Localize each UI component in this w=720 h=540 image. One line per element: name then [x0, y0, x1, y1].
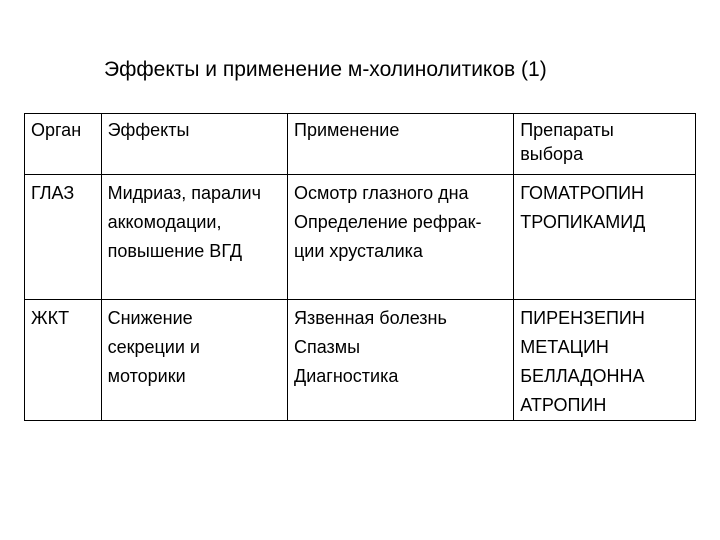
- drug-name: ТРОПИКАМИД: [520, 212, 646, 232]
- application-line: Определение рефрак-: [294, 212, 482, 232]
- drug-name: БЕЛЛАДОННА: [520, 366, 645, 386]
- table-row: [25, 300, 696, 421]
- header-application: Применение: [288, 114, 514, 175]
- drug-name: ГОМАТРОПИН: [520, 183, 645, 203]
- application-cell: [288, 175, 514, 300]
- application-line: Спазмы: [294, 337, 361, 357]
- organ-cell: ГЛАЗ: [25, 175, 102, 300]
- drugs-cell: [514, 300, 696, 421]
- drug-name: АТРОПИН: [520, 395, 607, 415]
- effects-cell: [101, 300, 287, 421]
- effects-line: аккомодации,: [107, 212, 222, 232]
- application-line: Осмотр глазного дна: [294, 183, 469, 203]
- drugs-cell: [514, 175, 696, 300]
- slide-title: Эффекты и применение м-холинолитиков (1): [104, 58, 547, 81]
- effects-line: моторики: [107, 366, 186, 386]
- effects-line: Мидриаз, паралич: [107, 183, 261, 203]
- drug-name: ПИРЕНЗЕПИН: [520, 308, 645, 328]
- header-effects: Эффекты: [101, 114, 287, 175]
- header-organ: Орган: [25, 114, 102, 175]
- header-drugs: [514, 114, 696, 175]
- application-line: Диагностика: [294, 366, 399, 386]
- drug-name: МЕТАЦИН: [520, 337, 609, 357]
- application-line: ции хрусталика: [294, 241, 423, 261]
- organ-cell: ЖКТ: [25, 300, 102, 421]
- effects-cell: [101, 175, 287, 300]
- effects-line: повышение ВГД: [107, 241, 243, 261]
- drug-effects-table: [24, 113, 696, 421]
- application-cell: [288, 300, 514, 421]
- table-header-row: [25, 114, 696, 175]
- effects-line: секреции и: [107, 337, 200, 357]
- effects-line: Снижение: [107, 308, 193, 328]
- header-drugs-line: выбора: [520, 144, 584, 164]
- application-line: Язвенная болезнь: [294, 308, 447, 328]
- table-row: [25, 175, 696, 300]
- header-drugs-line: Препараты: [520, 120, 614, 140]
